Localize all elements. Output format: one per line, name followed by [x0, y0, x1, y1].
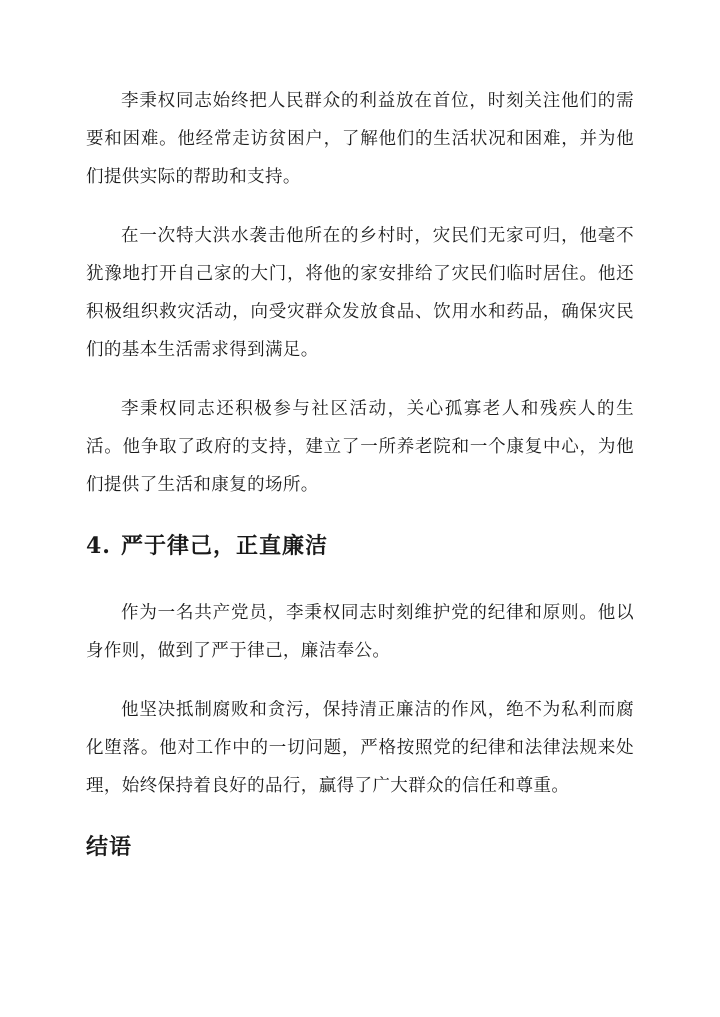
conclusion-heading: 结语 [86, 834, 133, 860]
paragraph-community: 李秉权同志还积极参与社区活动，关心孤寡老人和残疾人的生活。他争取了政府的支持，建立了一所养老院和一个康复中心，为他们提供了生活和康复的场所。 [86, 399, 634, 495]
paragraph-flood-relief: 在一次特大洪水袭击他所在的乡村时，灾民们无家可归，他毫不犹豫地打开自己家的大门，将他的家安排给了灾民们临时居住。他还积极组织救灾活动，向受灾群众发放食品、饮用水和药品，确保灾民们的基本生活需求得到满足。 [86, 226, 634, 360]
paragraph-discipline: 作为一名共产党员，李秉权同志时刻维护党的纪律和原则。他以身作则，做到了严于律己，廉洁奉公。 [86, 603, 634, 661]
document-page [86, 82, 634, 867]
section-4-heading [86, 526, 634, 566]
paragraph-anti-corruption: 他坚决抵制腐败和贪污，保持清正廉洁的作风，绝不为私利而腐化堕落。他对工作中的一切问题，严格按照党的纪律和法律法规来处理，始终保持着良好的品行，赢得了广大群众的信任和尊重。 [86, 700, 634, 796]
paragraph-people-first: 李秉权同志始终把人民群众的利益放在首位，时刻关注他们的需要和困难。他经常走访贫困户，了解他们的生活状况和困难，并为他们提供实际的帮助和支持。 [86, 91, 634, 187]
section-4-title: 严于律己，正直廉洁 [120, 533, 328, 559]
section-4-number: 4. [86, 533, 111, 559]
